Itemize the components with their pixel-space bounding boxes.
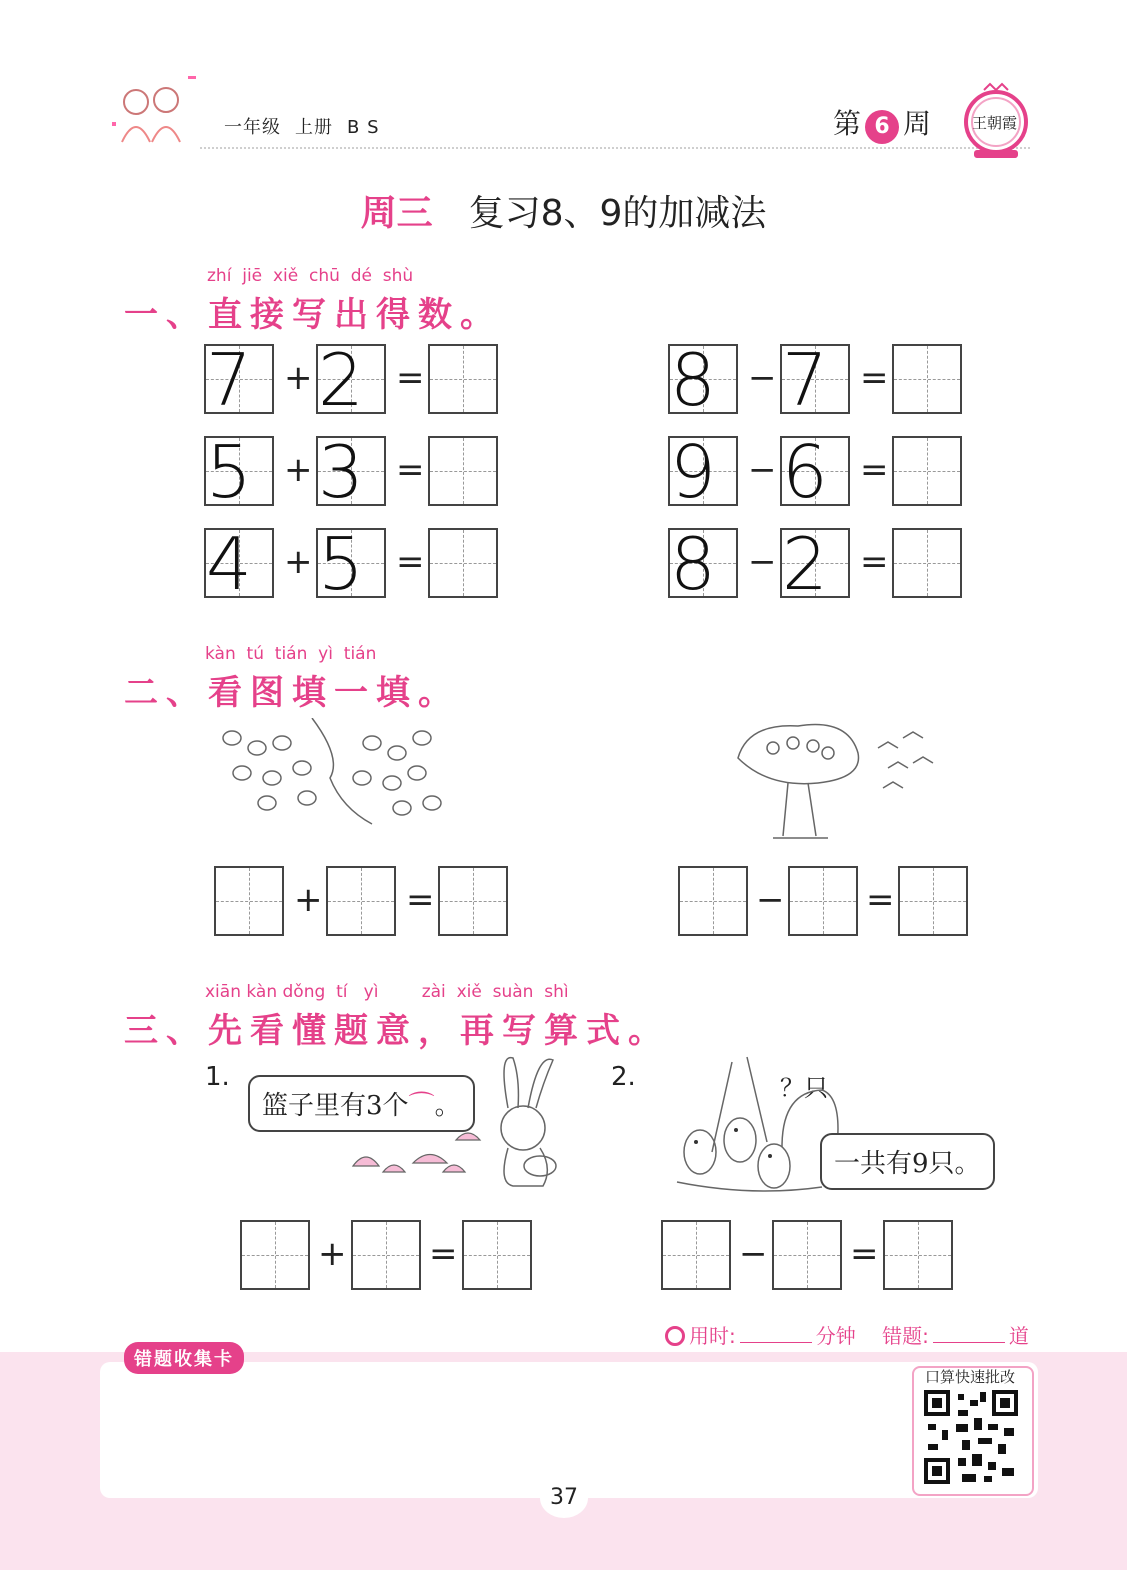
ducklings-illustration [212, 718, 452, 832]
answer-box[interactable] [351, 1220, 421, 1290]
header-divider [200, 147, 1030, 149]
week-prefix: 第 [833, 107, 862, 140]
question-number: 2. [611, 1062, 636, 1092]
answer-box[interactable] [661, 1220, 731, 1290]
brand-name: 王朝霞 [972, 114, 1018, 132]
answer-box[interactable] [326, 866, 396, 936]
section2-heading: 二、看图填一填。 [124, 673, 460, 713]
errors-unit: 道 [1008, 1324, 1029, 1348]
section2-pinyin: kàn tú tián yì tián [205, 644, 377, 664]
grade-label [224, 113, 394, 139]
answer-box[interactable] [438, 866, 508, 936]
week-number-badge: 6 [865, 110, 899, 144]
section3-heading: 三、先看懂题意，再写算式。 [124, 1011, 670, 1051]
answer-box[interactable] [892, 528, 962, 598]
answer-box[interactable] [428, 436, 498, 506]
answer-box[interactable] [772, 1220, 842, 1290]
grade: 一年级 [224, 117, 281, 138]
answer-box[interactable] [898, 866, 968, 936]
minus-sign: − [739, 1234, 768, 1274]
operator: − [748, 358, 777, 398]
section1-pinyin: zhí jiē xiě chū dé shù [207, 266, 414, 286]
equals-sign: = [860, 542, 889, 582]
digit-box: 8 [668, 528, 738, 598]
answer-box[interactable] [428, 528, 498, 598]
answer-box[interactable] [788, 866, 858, 936]
week-label [833, 102, 931, 144]
digit-box: 7 [780, 344, 850, 414]
title-topic: 复习8、9的加减法 [468, 193, 767, 234]
digit-box: 2 [316, 344, 386, 414]
bubble-end: 。 [434, 1091, 461, 1121]
time-record [665, 1320, 1029, 1349]
digit-box: 6 [780, 436, 850, 506]
week-suffix: 周 [903, 107, 932, 140]
minutes-label: 分钟 [815, 1324, 856, 1348]
rabbit-mushrooms-illustration [348, 1048, 568, 1194]
time-label: 用时: [689, 1324, 736, 1348]
answer-box[interactable] [678, 866, 748, 936]
error-card-tag: 错题收集卡 [124, 1342, 244, 1374]
operator: − [748, 542, 777, 582]
plus-sign: + [294, 880, 323, 920]
equals-sign: = [396, 450, 425, 490]
digit-box: 2 [780, 528, 850, 598]
answer-box[interactable] [892, 436, 962, 506]
brand-logo [960, 80, 1032, 166]
volume: 上册 [295, 117, 333, 138]
tree-birds-illustration [728, 718, 948, 848]
digit-box: 3 [316, 436, 386, 506]
equals-sign: = [406, 880, 435, 920]
page-number: 37 [540, 1478, 588, 1518]
minus-sign: − [756, 880, 785, 920]
equals-sign: = [860, 450, 889, 490]
equals-sign: = [850, 1234, 879, 1274]
mushroom-icon: ⌒ [408, 1091, 435, 1121]
answer-box[interactable] [428, 344, 498, 414]
page-title [0, 185, 1127, 236]
section3-pinyin: xiān kàn dǒng tí yì zài xiě suàn shì [205, 982, 569, 1002]
answer-box[interactable] [462, 1220, 532, 1290]
operator: + [284, 450, 313, 490]
digit-box: 4 [204, 528, 274, 598]
question-number: 1. [205, 1062, 230, 1092]
equals-sign: = [860, 358, 889, 398]
stopwatch-icon [665, 1326, 685, 1346]
plus-sign: + [318, 1234, 347, 1274]
operator: + [284, 542, 313, 582]
digit-box: 9 [668, 436, 738, 506]
answer-box[interactable] [214, 866, 284, 936]
answer-box[interactable] [240, 1220, 310, 1290]
header-illustration-kids [108, 72, 208, 156]
digit-box: 8 [668, 344, 738, 414]
equals-sign: = [396, 358, 425, 398]
digit-box: 5 [204, 436, 274, 506]
answer-box[interactable] [892, 344, 962, 414]
bubble-text: 篮子里有3个 [262, 1091, 409, 1121]
penguins-igloo-illustration [672, 1052, 842, 1202]
equals-sign: = [429, 1234, 458, 1274]
qr-label: 口算快速批改 [925, 1368, 1016, 1386]
qr-code-icon[interactable] [922, 1388, 1020, 1490]
operator: − [748, 450, 777, 490]
errors-label: 错题: [882, 1324, 929, 1348]
errors-blank[interactable] [933, 1342, 1005, 1343]
operator: + [284, 358, 313, 398]
equals-sign: = [866, 880, 895, 920]
speech-bubble: 一共有9只。 [820, 1133, 995, 1190]
question-mark-label: ？只 [780, 1074, 828, 1102]
section1-heading: 一、直接写出得数。 [124, 295, 502, 335]
title-day: 周三 [360, 193, 433, 234]
equals-sign: = [396, 542, 425, 582]
digit-box: 7 [204, 344, 274, 414]
answer-box[interactable] [883, 1220, 953, 1290]
edition: B S [347, 117, 380, 138]
digit-box: 5 [316, 528, 386, 598]
time-blank[interactable] [740, 1342, 812, 1343]
